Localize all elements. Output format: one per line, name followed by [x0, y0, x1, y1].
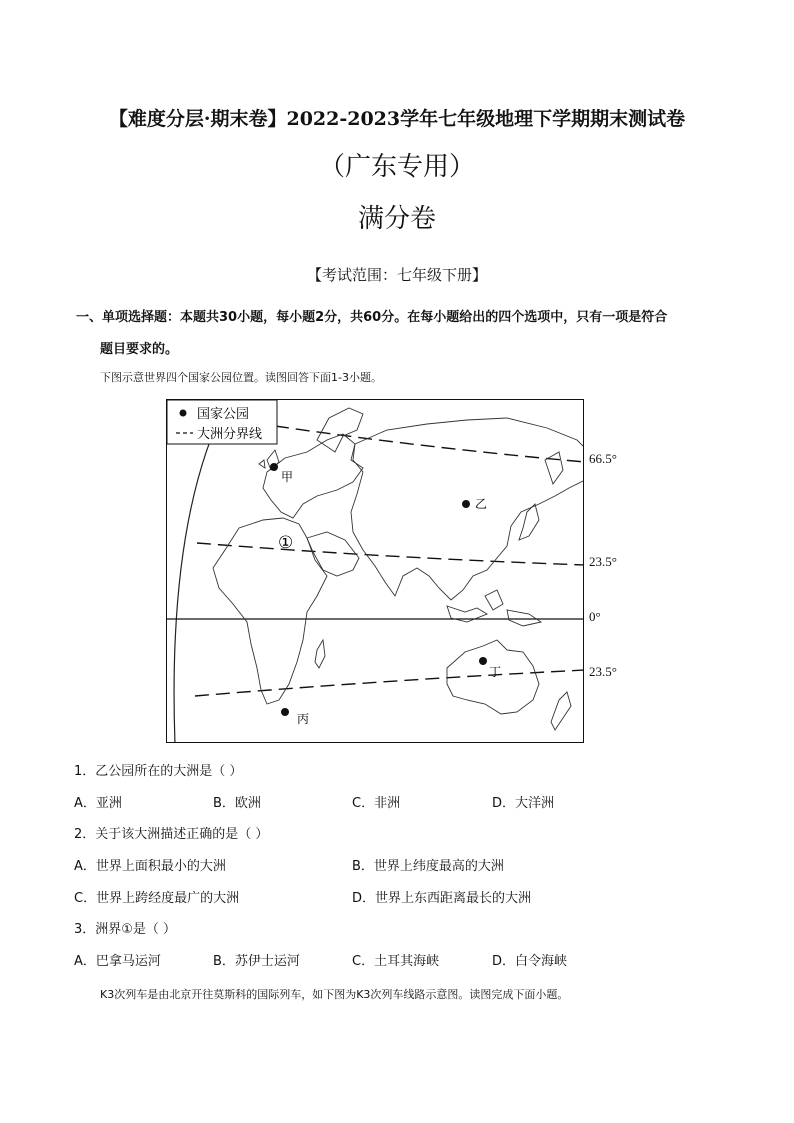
latitude-equator-label: 0° [589, 609, 601, 624]
park-jia-dot [270, 463, 278, 471]
question-3-option-a[interactable]: A．巴拿马运河 [74, 954, 161, 969]
tropic-capricorn-line [195, 670, 584, 696]
legend-park-dot [180, 410, 187, 417]
question-intro: 下图示意世界四个国家公园位置。读图回答下面1-3小题。 [100, 371, 382, 384]
japan-islands [519, 504, 539, 540]
question-1-option-c[interactable]: C．非洲 [352, 796, 401, 811]
europe-landmass [263, 434, 363, 518]
exam-scope: 【考试范围：七年级下册】 [306, 266, 487, 284]
boundary-marker-label: ① [278, 533, 294, 553]
question-3-stem: 3．洲界①是（ ） [74, 922, 177, 937]
globe-outline [174, 402, 227, 743]
new-zealand [551, 692, 571, 730]
section-heading-line1: 一、单项选择题：本题共30小题，每小题2分，共60分。在每小题给出的四个选项中，只有一项是符合 [76, 310, 668, 325]
southeast-asia-islands [447, 590, 541, 626]
exam-title: 【难度分层·期末卷】2022-2023学年七年级地理下学期期末测试卷 [108, 108, 686, 130]
madagascar [315, 640, 325, 668]
question-3-option-b[interactable]: B．苏伊士运河 [213, 954, 300, 969]
world-map-svg [167, 400, 584, 743]
question-1-option-b[interactable]: B．欧洲 [213, 796, 261, 811]
question-2-option-a[interactable]: A．世界上面积最小的大洲 [74, 859, 226, 874]
question-2-stem: 2．关于该大洲描述正确的是（ ） [74, 827, 269, 842]
latitude-23-5n-label: 23.5° [589, 554, 617, 569]
tropic-cancer-line [197, 543, 584, 565]
park-ding-label: 丁 [489, 665, 502, 679]
exam-edition: 满分卷 [357, 204, 436, 234]
latitude-66-5-label: 66.5° [589, 451, 617, 466]
asia-landmass [351, 418, 584, 600]
question-3-option-c[interactable]: C．土耳其海峡 [352, 954, 440, 969]
latitude-23-5s-label: 23.5° [589, 664, 617, 679]
question-2-option-b[interactable]: B．世界上纬度最高的大洲 [352, 859, 504, 874]
legend-boundary-label: 大洲分界线 [197, 427, 263, 442]
section-heading [76, 302, 726, 366]
question-2-option-d[interactable]: D．世界上东西距离最长的大洲 [352, 891, 532, 906]
question-3-option-d[interactable]: D．白令海峡 [492, 954, 568, 969]
question-2-option-c[interactable]: C．世界上跨经度最广的大洲 [74, 891, 240, 906]
exam-subtitle: （广东专用） [318, 152, 475, 182]
question-1-option-d[interactable]: D．大洋洲 [492, 796, 555, 811]
world-map-figure [166, 399, 584, 743]
park-yi-dot [462, 500, 470, 508]
question-1-stem: 1．乙公园所在的大洲是（ ） [74, 764, 243, 779]
park-bing-dot [281, 708, 289, 716]
park-jia-label: 甲 [281, 470, 294, 484]
park-bing-label: 丙 [297, 712, 310, 726]
kamchatka [545, 452, 563, 484]
section-heading-line2: 题目要求的。 [100, 342, 179, 357]
legend-park-label: 国家公园 [197, 407, 250, 422]
park-ding-dot [479, 657, 487, 665]
park-yi-label: 乙 [475, 497, 488, 511]
scandinavia-landmass [317, 408, 363, 452]
next-question-intro: K3次列车是由北京开往莫斯科的国际列车，如下图为K3次列车线路示意图。读图完成下面小题。 [100, 988, 569, 1001]
question-1-option-a[interactable]: A．亚洲 [74, 796, 122, 811]
